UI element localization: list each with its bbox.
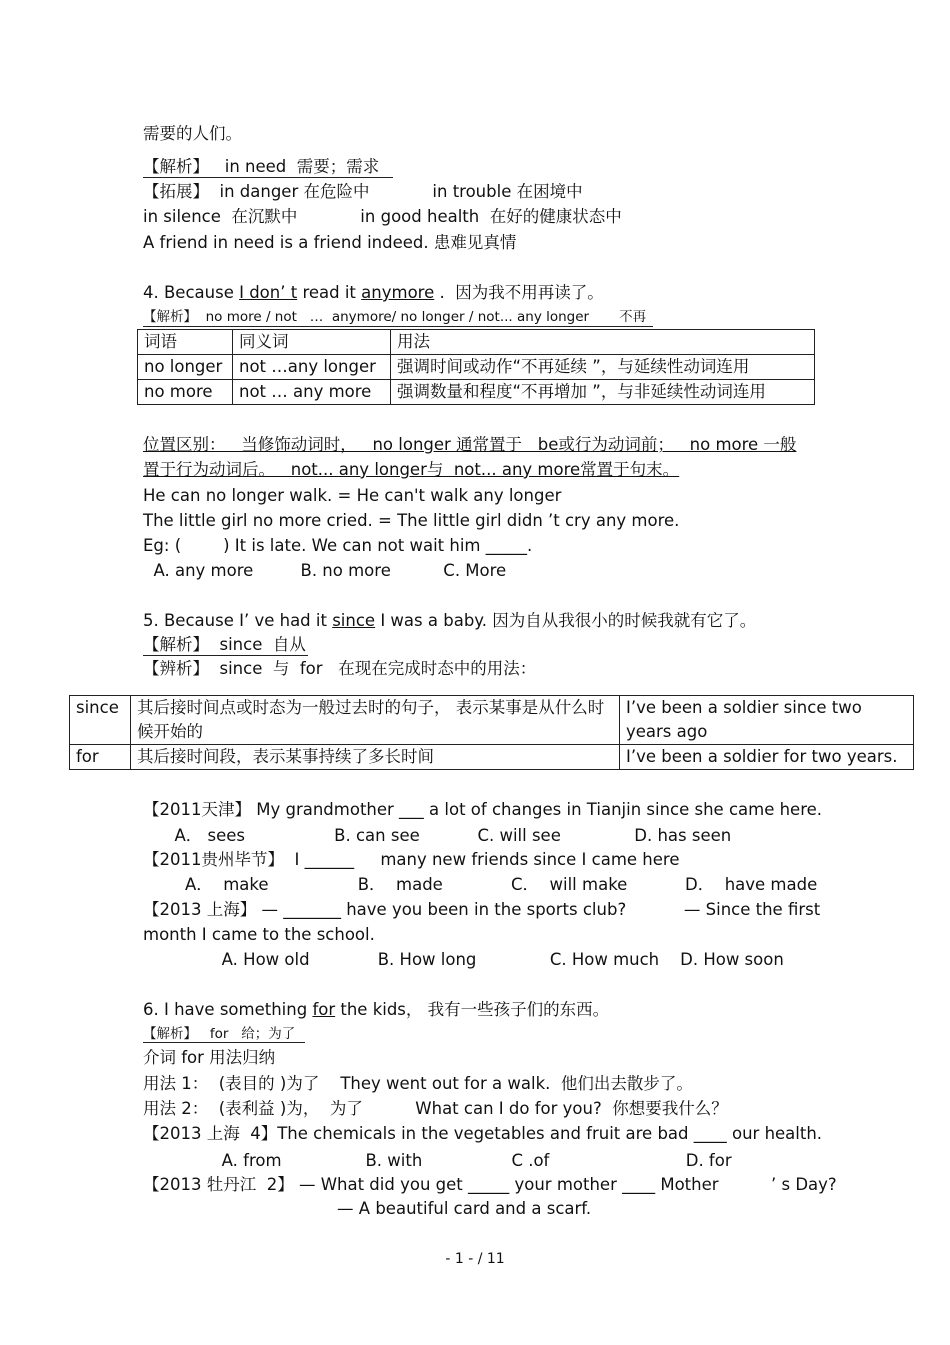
table-cell: since xyxy=(70,696,131,745)
s5-question-2-options: A． make B． made C． will make D． have made xyxy=(143,875,818,894)
s4-title-post: . 因为我不用再读了。 xyxy=(434,283,604,302)
s3-proverb: A friend in need is a friend indeed. 患难见真情 xyxy=(143,233,517,252)
s6-usage-2: 用法 2： (表利益 )为， 为了 What can I do for you? 你想要我什么？ xyxy=(143,1099,728,1118)
table-row xyxy=(70,745,914,770)
intro-line: 需要的人们。 xyxy=(143,124,242,143)
table-cell: no longer xyxy=(138,355,233,380)
table-cell: not … any more xyxy=(233,380,391,405)
s4-th-usage: 用法 xyxy=(391,330,815,355)
s4-position-line-2: 置于行为动词后。 not... any longer与 not... any more常置于句末。 xyxy=(143,460,680,479)
s5-bianxi: 【辨析】 since 与 for 在现在完成时态中的用法： xyxy=(143,659,537,678)
s5-question-3: 【2013 上海】 — _______ have you been in the sports club? — Since the first xyxy=(143,900,821,919)
s4-eg-question: Eg: ( ) It is late. We can not wait him _____. xyxy=(143,536,533,555)
s4-eg-options: A. any more B. no more C. More xyxy=(143,561,507,580)
table-row xyxy=(70,696,914,745)
s4-th-synonym: 同义词 xyxy=(233,330,391,355)
table-cell: 强调数量和程度“不再增加 ”，与非延续性动词连用 xyxy=(391,380,815,405)
s5-title-post: I was a baby. 因为自从我很小的时候我就有它了。 xyxy=(375,611,757,630)
table-cell: I’ve been a soldier for two years. xyxy=(620,745,914,770)
s3-jiexi: 【解析】 in need 需要；需求 xyxy=(143,157,380,176)
s4-title-mid: read it xyxy=(297,283,362,302)
s5-table xyxy=(69,695,914,770)
table-cell: 其后接时间点或时态为一般过去时的句子， 表示某事是从什么时候开始的 xyxy=(131,696,620,745)
s4-th-word: 词语 xyxy=(138,330,233,355)
s6-question-5-answer: — A beautiful card and a scarf. xyxy=(143,1199,592,1218)
s3-silence: in silence 在沉默中 in good health 在好的健康状态中 xyxy=(143,207,622,226)
s4-jiexi-underline xyxy=(143,326,653,327)
s6-jiexi: 【解析】 for 给；为了 xyxy=(143,1026,296,1042)
table-cell: no more xyxy=(138,380,233,405)
table-cell: for xyxy=(70,745,131,770)
s6-title-pre: 6. I have something xyxy=(143,1000,313,1019)
s5-jiexi: 【解析】 since 自从 xyxy=(143,635,306,654)
page-number: - 1 - / 11 xyxy=(445,1251,505,1267)
table-row xyxy=(138,355,815,380)
s6-title xyxy=(143,1000,609,1020)
s3-jiexi-underline xyxy=(143,177,393,178)
s4-table xyxy=(137,329,815,405)
s4-jiexi: 【解析】 no more / not … anymore/ no longer / not... any longer 不再 xyxy=(143,309,647,325)
s5-title-underlined: since xyxy=(332,611,376,630)
s5-question-3-options: A. How old B. How long C. How much D. How soon xyxy=(143,950,784,969)
s5-title-pre: 5. Because I’ ve had it xyxy=(143,611,333,630)
s4-example-1: He can no longer walk. = He can't walk any longer xyxy=(143,486,562,505)
s6-title-post: the kids， 我有一些孩子们的东西。 xyxy=(335,1000,610,1019)
table-cell: 其后接时间段，表示某事持续了多长时间 xyxy=(131,745,620,770)
s5-jiexi-underline xyxy=(143,655,308,656)
s6-title-underlined: for xyxy=(312,1000,336,1019)
s4-example-2: The little girl no more cried. = The little girl didn ’t cry any more. xyxy=(143,511,680,530)
s5-question-3-cont: month I came to the school. xyxy=(143,925,375,944)
s5-question-2: 【2011贵州毕节】 I ______ many new friends since I came here xyxy=(143,850,680,869)
s4-position-line-1: 位置区别： 当修饰动词时， no longer 通常置于 be或行为动词前； no more 一般 xyxy=(143,435,797,454)
table-row xyxy=(138,380,815,405)
s4-title-underlined-1: I don’ t xyxy=(239,283,298,302)
s6-jiexi-underline xyxy=(143,1042,305,1043)
s4-title-pre: 4. Because xyxy=(143,283,240,302)
s5-question-1-options: A． sees B. can see C. will see D. has seen xyxy=(143,826,732,845)
s4-title-underlined-2: anymore xyxy=(361,283,435,302)
table-cell: I’ve been a soldier since two years ago xyxy=(620,696,914,745)
table-cell: not …any longer xyxy=(233,355,391,380)
s5-question-1: 【2011天津】 My grandmother ___ a lot of changes in Tianjin since she came here. xyxy=(143,800,823,819)
s5-title xyxy=(143,611,756,631)
table-row xyxy=(138,330,815,355)
s6-summary: 介词 for 用法归纳 xyxy=(143,1048,276,1067)
s6-usage-1: 用法 1： (表目的 )为了 They went out for a walk. 他们出去散步了。 xyxy=(143,1074,693,1093)
s6-question-5: 【2013 牡丹江 2】 — What did you get _____ your mother ____ Mother ’ s Day? xyxy=(143,1175,837,1194)
s6-question-4-options: A. from B. with C .of D. for xyxy=(143,1151,732,1170)
s3-tuozhan: 【拓展】 in danger 在危险中 in trouble 在困境中 xyxy=(143,182,583,201)
table-cell: 强调时间或动作“不再延续 ”，与延续性动词连用 xyxy=(391,355,815,380)
s4-title xyxy=(143,283,604,303)
s6-question-4: 【2013 上海 4】The chemicals in the vegetables and fruit are bad ____ our health. xyxy=(143,1124,823,1143)
